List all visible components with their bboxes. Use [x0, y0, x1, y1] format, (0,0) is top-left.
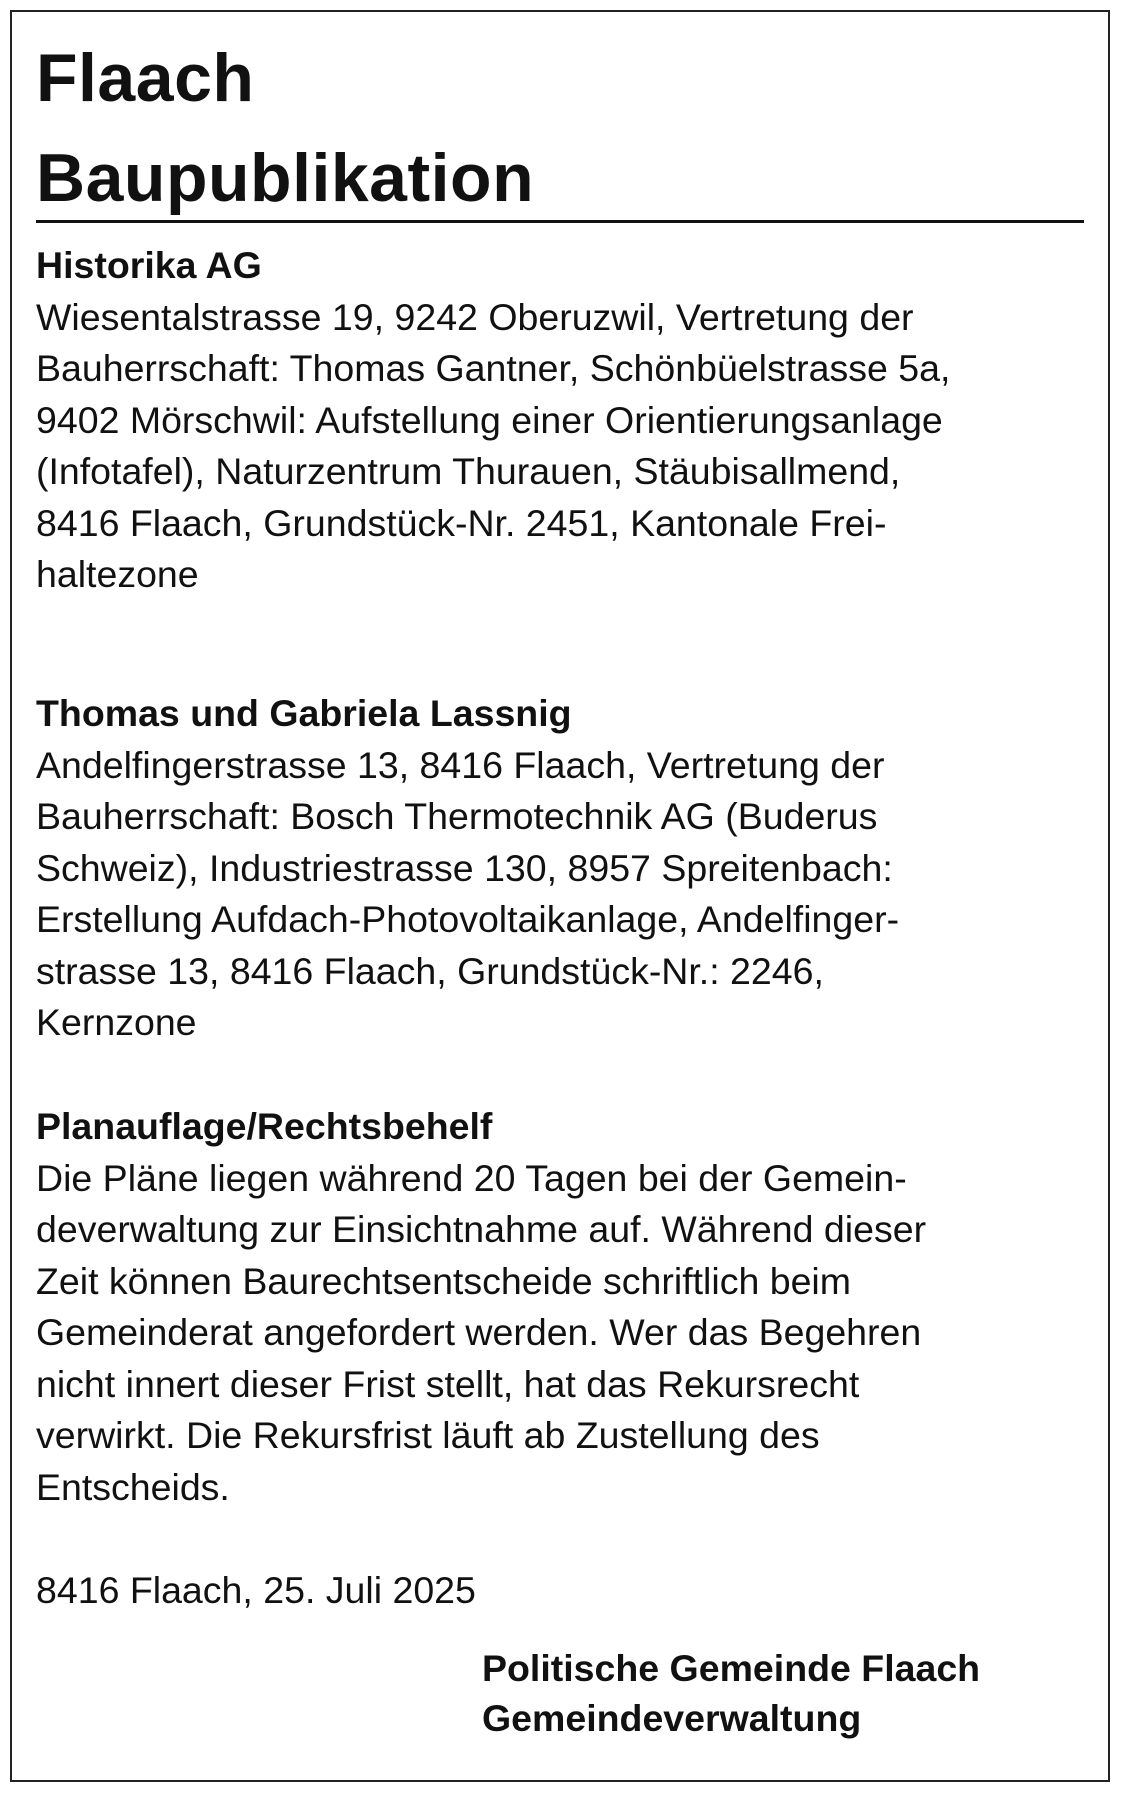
section-lassnig [36, 688, 1096, 1049]
section-line: Wiesentalstrasse 19, 9242 Oberuzwil, Vertretung der [36, 295, 914, 338]
section-line: Bauherrschaft: Thomas Gantner, Schönbüelstrasse 5a, [36, 347, 951, 389]
section-historika [36, 240, 1096, 601]
section-line: nicht innert dieser Frist stellt, hat das Rekursrecht [36, 1362, 860, 1405]
section-line: verwirkt. Die Rekursfrist läuft ab Zustellung des [36, 1414, 820, 1456]
section-line: (Infotafel), Naturzentrum Thurauen, Stäubisallmend, [36, 450, 901, 492]
title-line-type: Baupublikation [36, 140, 535, 216]
section-line: Zeit können Baurechtsentscheide schriftlich beim [36, 1259, 852, 1302]
section-heading: Thomas und Gabriela Lassnig [36, 692, 572, 734]
section-line: Bauherrschaft: Bosch Thermotechnik AG (Buderus [36, 795, 878, 837]
section-heading: Planauflage/Rechtsbehelf [36, 1105, 493, 1147]
section-line: Kernzone [36, 1001, 197, 1043]
section-heading: Historika AG [36, 244, 262, 286]
signature-department: Gemeindeverwaltung [482, 1697, 862, 1739]
section-line: Die Pläne liegen während 20 Tagen bei der Gemein- [36, 1156, 907, 1199]
section-line: Erstellung Aufdach-Photovoltaikanlage, Andelfinger- [36, 898, 900, 940]
signature-block [482, 1643, 980, 1743]
section-line: Andelfingerstrasse 13, 8416 Flaach, Vertretung der [36, 743, 885, 786]
section-line: Entscheids. [36, 1465, 230, 1508]
title-divider [36, 220, 1084, 223]
title-line-municipality: Flaach [36, 40, 255, 116]
section-planauflage [36, 1101, 1096, 1513]
section-line: Schweiz), Industriestrasse 130, 8957 Spreitenbach: [36, 846, 893, 889]
section-line: Gemeinderat angefordert werden. Wer das Begehren [36, 1311, 922, 1353]
place-date-text: 8416 Flaach, 25. Juli 2025 [36, 1569, 476, 1611]
section-line: strasse 13, 8416 Flaach, Grundstück-Nr.: 2246, [36, 949, 824, 992]
notice-title [36, 28, 534, 228]
section-line: deverwaltung zur Einsichtnahme auf. Während dieser [36, 1208, 927, 1250]
place-date [36, 1565, 1096, 1617]
section-line: haltezone [36, 553, 199, 595]
section-line: 8416 Flaach, Grundstück-Nr. 2451, Kantonale Frei- [36, 501, 887, 544]
section-line: 9402 Mörschwil: Aufstellung einer Orientierungsanlage [36, 398, 943, 441]
signature-authority: Politische Gemeinde Flaach [482, 1647, 981, 1689]
